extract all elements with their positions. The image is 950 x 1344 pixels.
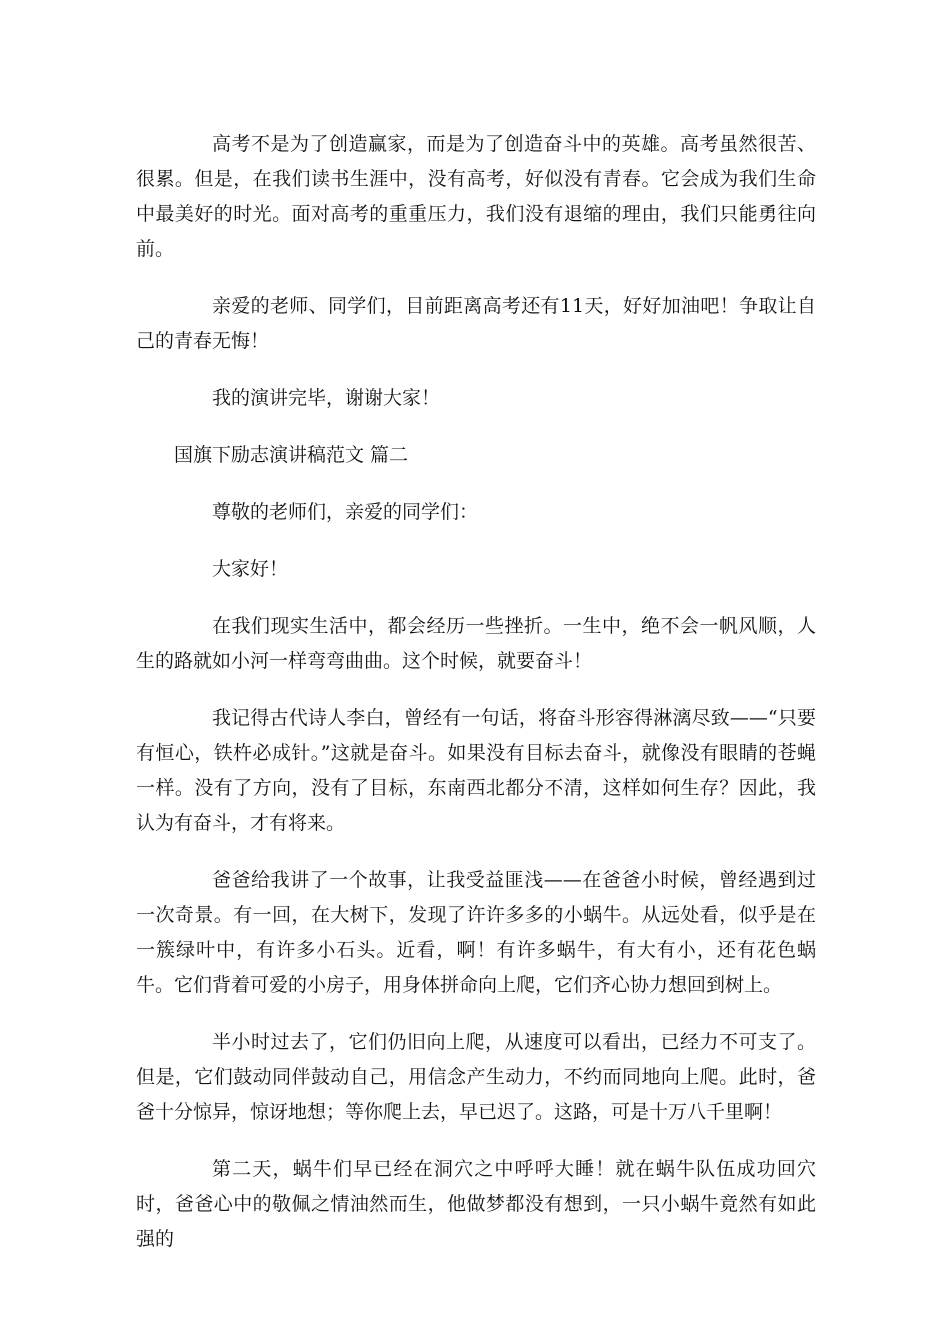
section-heading: 国旗下励志演讲稿范文 篇二 bbox=[174, 444, 409, 466]
document-body bbox=[136, 127, 816, 1279]
paragraph: 高考不是为了创造赢家，而是为了创造奋斗中的英雄。高考虽然很苦、很累。但是，在我们读书生涯中，没有高考，好似没有青春。它会成为我们生命中最美好的时光。面对高考的重重压力，我们没有退缩的理由，我们只能勇往向前。 bbox=[136, 133, 816, 260]
paragraph: 半小时过去了，它们仍旧向上爬，从速度可以看出，已经力不可支了。但是，它们鼓动同伴鼓动自己，用信念产生动力，不约而同地向上爬。此时，爸爸十分惊异，惊讶地想；等你爬上去，早已迟了。这路，可是十万八千里啊！ bbox=[136, 1031, 816, 1123]
paragraph: 在我们现实生活中，都会经历一些挫折。一生中，绝不会一帆风顺，人生的路就如小河一样弯弯曲曲。这个时候，就要奋斗！ bbox=[136, 615, 816, 672]
greeting: 大家好！ bbox=[212, 558, 289, 580]
paragraph: 第二天，蜗牛们早已经在洞穴之中呼呼大睡！就在蜗牛队伍成功回穴时，爸爸心中的敬佩之情油然而生，他做梦都没有想到，一只小蜗牛竟然有如此强的 bbox=[136, 1158, 816, 1250]
paragraph: 我记得古代诗人李白，曾经有一句话，将奋斗形容得淋漓尽致——“只要有恒心，铁杵必成针。”这就是奋斗。如果没有目标去奋斗，就像没有眼睛的苍蝇一样。没有了方向，没有了目标，东南西北都分不清，这样如何生存？因此，我认为有奋斗，才有将来。 bbox=[136, 707, 816, 834]
paragraph: 我的演讲完毕，谢谢大家！ bbox=[212, 387, 441, 409]
paragraph: 爸爸给我讲了一个故事，让我受益匪浅——在爸爸小时候，曾经遇到过一次奇景。有一回，在大树下，发现了许许多多的小蜗牛。从远处看，似乎是在一簇绿叶中，有许多小石头。近看，啊！有许多蜗牛，有大有小，还有花色蜗牛。它们背着可爱的小房子，用身体拼命向上爬，它们齐心协力想回到树上。 bbox=[136, 869, 816, 996]
paragraph: 亲爱的老师、同学们，目前距离高考还有11天，好好加油吧！争取让自己的青春无悔！ bbox=[136, 295, 816, 352]
salutation: 尊敬的老师们，亲爱的同学们： bbox=[212, 501, 479, 523]
